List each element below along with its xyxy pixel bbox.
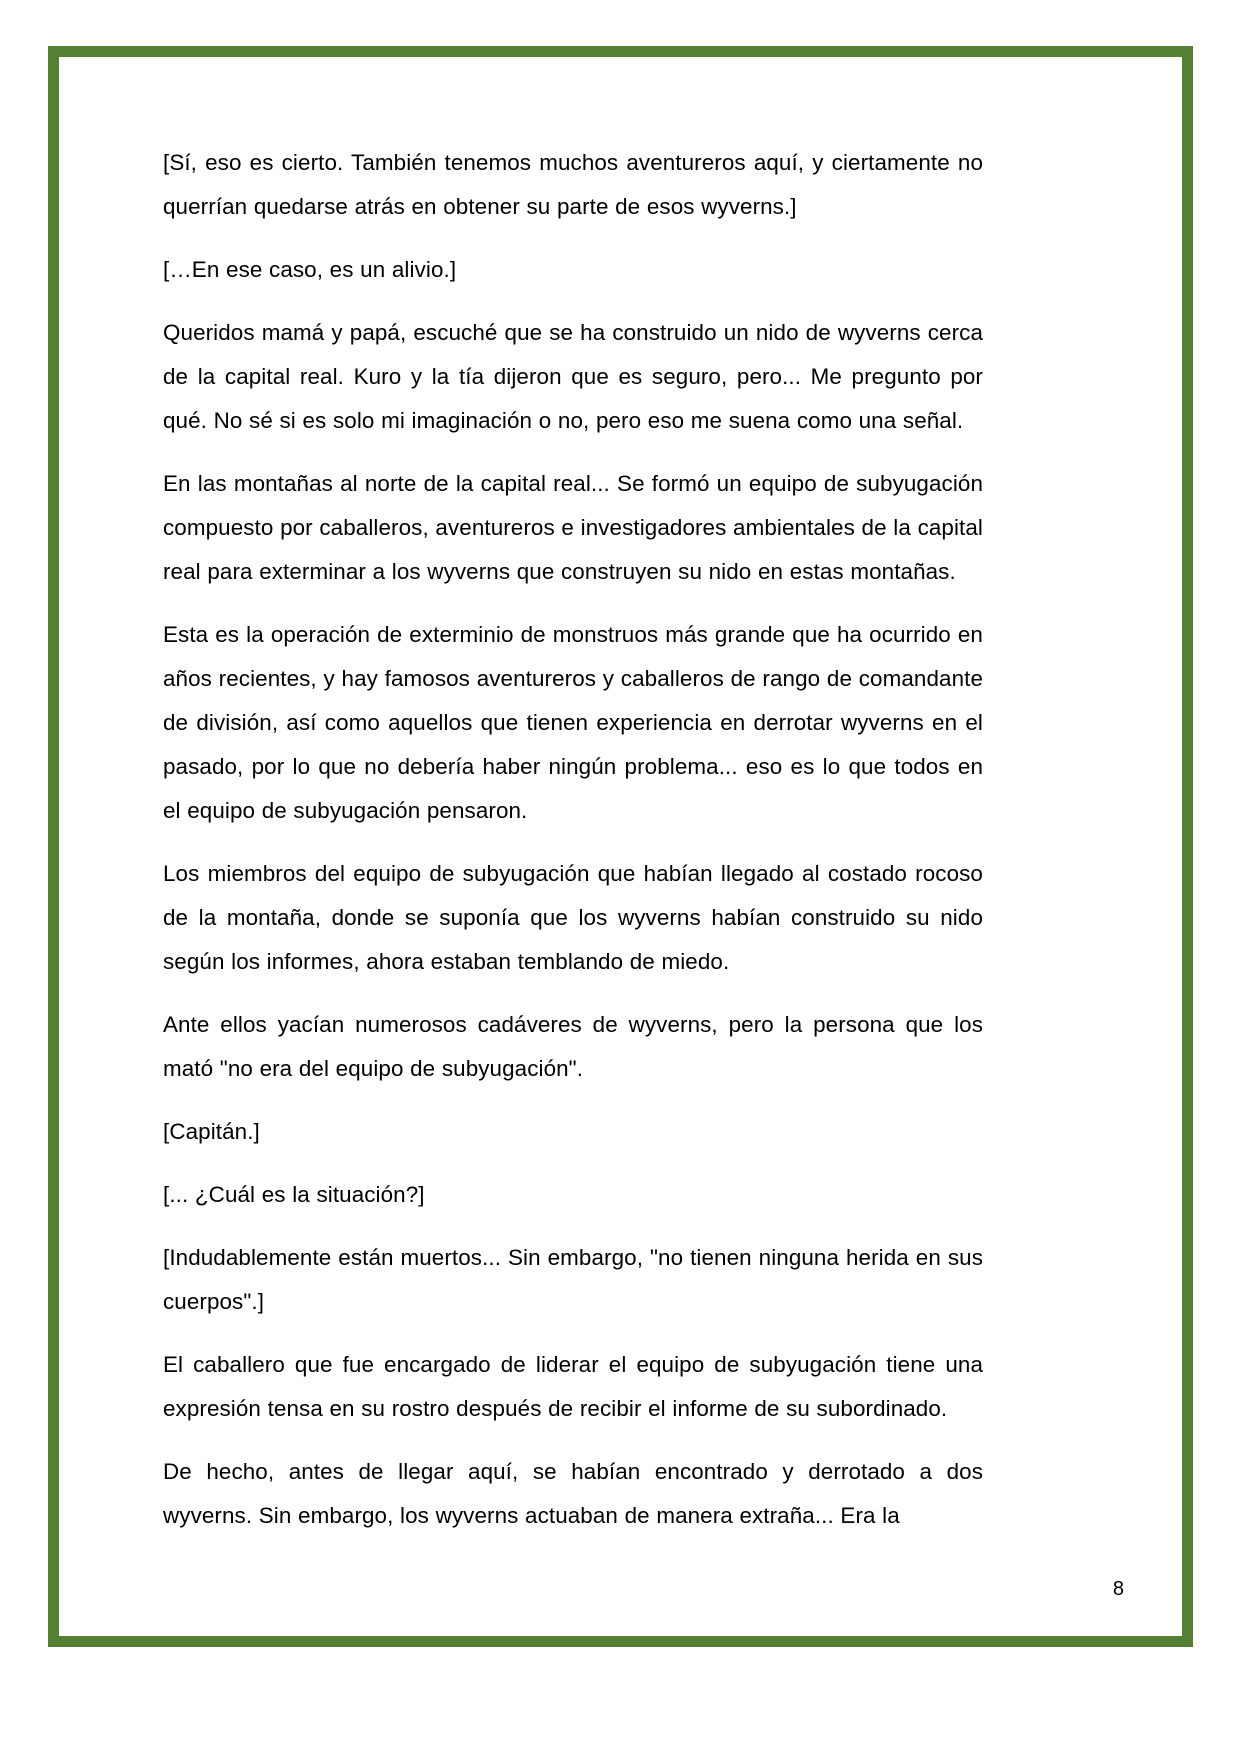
paragraph: En las montañas al norte de la capital real... Se formó un equipo de subyugación compuesto por caballeros, aventureros e investigadores ambientales de la capital real para exterminar a los wyverns que construyen su nido en estas montañas. bbox=[163, 471, 983, 584]
paragraph: Ante ellos yacían numerosos cadáveres de wyverns, pero la persona que los mató "no era del equipo de subyugación". bbox=[163, 1012, 983, 1081]
page-content-area bbox=[59, 57, 1182, 1636]
paragraph: El caballero que fue encargado de liderar el equipo de subyugación tiene una expresión tensa en su rostro después de recibir el informe de su subordinado. bbox=[163, 1352, 983, 1421]
page-number: 8 bbox=[1112, 1578, 1124, 1600]
body-text-column bbox=[163, 141, 983, 1557]
paragraph: Los miembros del equipo de subyugación que habían llegado al costado rocoso de la montaña, donde se suponía que los wyverns habían construido su nido según los informes, ahora estaban temblando de miedo. bbox=[163, 861, 983, 974]
paragraph: De hecho, antes de llegar aquí, se habían encontrado y derrotado a dos wyverns. Sin embargo, los wyverns actuaban de manera extraña... Era la bbox=[163, 1459, 983, 1528]
paragraph: [... ¿Cuál es la situación?] bbox=[163, 1182, 425, 1207]
paragraph: Queridos mamá y papá, escuché que se ha construido un nido de wyverns cerca de la capital real. Kuro y la tía dijeron que es seguro, pero... Me pregunto por qué. No sé si es solo mi imaginación o no, pero eso me suena como una señal. bbox=[163, 320, 983, 433]
paragraph: [Indudablemente están muertos... Sin embargo, "no tienen ninguna herida en sus cuerpos".] bbox=[163, 1245, 983, 1314]
paragraph: […En ese caso, es un alivio.] bbox=[163, 257, 457, 282]
paragraph: [Capitán.] bbox=[163, 1119, 260, 1144]
paragraph: [Sí, eso es cierto. También tenemos muchos aventureros aquí, y ciertamente no querrían quedarse atrás en obtener su parte de esos wyverns.] bbox=[163, 150, 983, 219]
page-border-frame bbox=[48, 46, 1193, 1647]
paragraph: Esta es la operación de exterminio de monstruos más grande que ha ocurrido en años recientes, y hay famosos aventureros y caballeros de rango de comandante de división, así como aquellos que tienen experiencia en derrotar wyverns en el pasado, por lo que no debería haber ningún problema... eso es lo que todos en el equipo de subyugación pensaron. bbox=[163, 622, 983, 823]
